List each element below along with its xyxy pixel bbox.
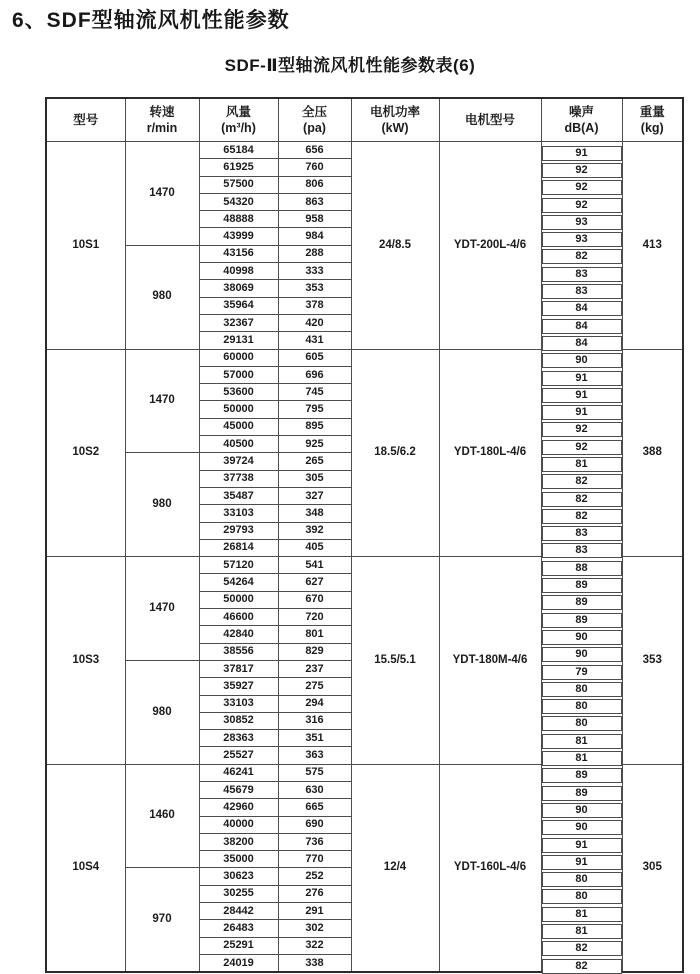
cell-airflow: 25527 (199, 747, 278, 764)
cell-model: 10S3 (46, 557, 125, 765)
header-unit: r/min (146, 121, 178, 135)
cell-pressure: 801 (278, 626, 351, 643)
table-body (46, 142, 683, 973)
cell-weight: 353 (622, 557, 683, 765)
noise-value: 90 (542, 353, 622, 368)
cell-noise (541, 349, 622, 366)
cell-noise (541, 747, 622, 764)
cell-pressure: 958 (278, 211, 351, 228)
col-header-motor-model (439, 98, 541, 142)
cell-airflow: 38556 (199, 643, 278, 660)
cell-noise (541, 418, 622, 435)
table-row (46, 349, 683, 366)
cell-speed: 1470 (125, 142, 199, 246)
noise-value: 93 (542, 232, 622, 247)
cell-noise (541, 730, 622, 747)
cell-pressure: 276 (278, 885, 351, 902)
cell-airflow: 42840 (199, 626, 278, 643)
cell-airflow: 42960 (199, 799, 278, 816)
cell-airflow: 32367 (199, 314, 278, 331)
cell-airflow: 35000 (199, 851, 278, 868)
noise-value: 82 (542, 249, 622, 264)
noise-value: 90 (542, 630, 622, 645)
cell-noise (541, 868, 622, 885)
cell-pressure: 291 (278, 903, 351, 920)
table-row (46, 764, 683, 781)
cell-noise (541, 885, 622, 902)
cell-motor-power: 12/4 (351, 764, 439, 972)
header-label: 转速 (149, 104, 175, 119)
noise-value: 83 (542, 543, 622, 558)
cell-pressure: 745 (278, 384, 351, 401)
header-unit: (kW) (381, 121, 409, 135)
header-label: 重量 (639, 104, 665, 119)
noise-value: 89 (542, 768, 622, 783)
cell-airflow: 57000 (199, 366, 278, 383)
cell-noise (541, 193, 622, 210)
cell-weight: 388 (622, 349, 683, 557)
cell-noise (541, 211, 622, 228)
cell-noise (541, 522, 622, 539)
cell-noise (541, 833, 622, 850)
cell-pressure: 575 (278, 764, 351, 781)
cell-pressure: 984 (278, 228, 351, 245)
cell-speed: 980 (125, 453, 199, 557)
cell-noise (541, 678, 622, 695)
cell-pressure: 294 (278, 695, 351, 712)
noise-value: 89 (542, 578, 622, 593)
cell-airflow: 33103 (199, 505, 278, 522)
noise-value: 91 (542, 855, 622, 870)
cell-airflow: 35487 (199, 487, 278, 504)
cell-airflow: 35927 (199, 678, 278, 695)
cell-noise (541, 937, 622, 954)
noise-value: 83 (542, 267, 622, 282)
col-header-motor-power (351, 98, 439, 142)
cell-airflow: 37817 (199, 660, 278, 677)
cell-airflow: 29793 (199, 522, 278, 539)
cell-motor-model: YDT-180M-4/6 (439, 557, 541, 765)
noise-value: 91 (542, 838, 622, 853)
cell-airflow: 40998 (199, 263, 278, 280)
cell-noise (541, 799, 622, 816)
cell-noise (541, 505, 622, 522)
col-header-pressure (278, 98, 351, 142)
col-header-noise (541, 98, 622, 142)
cell-pressure: 656 (278, 142, 351, 159)
noise-value: 82 (542, 959, 622, 974)
col-header-speed (125, 98, 199, 142)
noise-value: 80 (542, 872, 622, 887)
cell-pressure: 252 (278, 868, 351, 885)
cell-pressure: 405 (278, 539, 351, 556)
cell-pressure: 806 (278, 176, 351, 193)
cell-weight: 305 (622, 764, 683, 972)
noise-value: 84 (542, 336, 622, 351)
noise-value: 91 (542, 146, 622, 161)
noise-value: 81 (542, 751, 622, 766)
cell-speed: 970 (125, 868, 199, 972)
cell-pressure: 736 (278, 833, 351, 850)
cell-motor-model: YDT-160L-4/6 (439, 764, 541, 972)
cell-pressure: 665 (278, 799, 351, 816)
cell-noise (541, 626, 622, 643)
cell-airflow: 30852 (199, 712, 278, 729)
cell-pressure: 338 (278, 954, 351, 972)
cell-airflow: 26483 (199, 920, 278, 937)
cell-noise (541, 539, 622, 556)
cell-airflow: 38069 (199, 280, 278, 297)
cell-motor-power: 18.5/6.2 (351, 349, 439, 557)
cell-airflow: 40000 (199, 816, 278, 833)
cell-speed: 980 (125, 245, 199, 349)
cell-noise (541, 487, 622, 504)
cell-pressure: 630 (278, 781, 351, 798)
cell-speed: 1460 (125, 764, 199, 868)
cell-airflow: 50000 (199, 591, 278, 608)
cell-airflow: 43156 (199, 245, 278, 262)
cell-pressure: 378 (278, 297, 351, 314)
noise-value: 80 (542, 699, 622, 714)
cell-noise (541, 954, 622, 972)
header-label: 噪声 (568, 104, 594, 119)
header-unit: (m³/h) (221, 121, 256, 135)
header-label: 电机型号 (464, 112, 515, 127)
cell-airflow: 46600 (199, 609, 278, 626)
cell-pressure: 322 (278, 937, 351, 954)
cell-pressure: 327 (278, 487, 351, 504)
cell-pressure: 237 (278, 660, 351, 677)
cell-pressure: 795 (278, 401, 351, 418)
cell-noise (541, 280, 622, 297)
noise-value: 82 (542, 941, 622, 956)
cell-noise (541, 695, 622, 712)
cell-airflow: 60000 (199, 349, 278, 366)
cell-noise (541, 816, 622, 833)
noise-value: 92 (542, 163, 622, 178)
cell-airflow: 61925 (199, 159, 278, 176)
cell-airflow: 57120 (199, 557, 278, 574)
table-row (46, 557, 683, 574)
cell-airflow: 35964 (199, 297, 278, 314)
cell-pressure: 351 (278, 730, 351, 747)
noise-value: 82 (542, 492, 622, 507)
cell-noise (541, 384, 622, 401)
cell-noise (541, 314, 622, 331)
cell-pressure: 770 (278, 851, 351, 868)
cell-airflow: 40500 (199, 436, 278, 453)
cell-noise (541, 851, 622, 868)
cell-motor-power: 24/8.5 (351, 142, 439, 350)
cell-noise (541, 142, 622, 159)
cell-airflow: 24019 (199, 954, 278, 972)
cell-noise (541, 903, 622, 920)
cell-noise (541, 436, 622, 453)
noise-value: 83 (542, 526, 622, 541)
page-title: 6、SDF型轴流风机性能参数 (12, 9, 290, 32)
cell-model: 10S1 (46, 142, 125, 350)
noise-value: 81 (542, 734, 622, 749)
cell-noise (541, 176, 622, 193)
cell-noise (541, 643, 622, 660)
noise-value: 89 (542, 595, 622, 610)
cell-motor-model: YDT-180L-4/6 (439, 349, 541, 557)
cell-noise (541, 591, 622, 608)
cell-pressure: 863 (278, 193, 351, 210)
cell-airflow: 39724 (199, 453, 278, 470)
cell-pressure: 353 (278, 280, 351, 297)
noise-value: 92 (542, 180, 622, 195)
cell-noise (541, 453, 622, 470)
noise-value: 83 (542, 284, 622, 299)
header-label: 电机功率 (369, 104, 420, 119)
cell-pressure: 275 (278, 678, 351, 695)
cell-airflow: 37738 (199, 470, 278, 487)
noise-value: 80 (542, 716, 622, 731)
cell-airflow: 30623 (199, 868, 278, 885)
noise-value: 89 (542, 786, 622, 801)
table-row (46, 142, 683, 159)
cell-pressure: 316 (278, 712, 351, 729)
cell-airflow: 43999 (199, 228, 278, 245)
cell-airflow: 28442 (199, 903, 278, 920)
cell-pressure: 265 (278, 453, 351, 470)
noise-value: 90 (542, 647, 622, 662)
cell-airflow: 50000 (199, 401, 278, 418)
cell-pressure: 333 (278, 263, 351, 280)
cell-airflow: 46241 (199, 764, 278, 781)
cell-airflow: 28363 (199, 730, 278, 747)
cell-pressure: 895 (278, 418, 351, 435)
cell-noise (541, 764, 622, 781)
cell-pressure: 392 (278, 522, 351, 539)
noise-value: 82 (542, 509, 622, 524)
cell-pressure: 925 (278, 436, 351, 453)
header-unit: dB(A) (564, 121, 599, 135)
cell-model: 10S2 (46, 349, 125, 557)
cell-noise (541, 159, 622, 176)
cell-noise (541, 366, 622, 383)
noise-value: 91 (542, 371, 622, 386)
noise-value: 88 (542, 561, 622, 576)
noise-value: 81 (542, 907, 622, 922)
cell-noise (541, 401, 622, 418)
cell-speed: 1470 (125, 349, 199, 453)
cell-airflow: 26814 (199, 539, 278, 556)
cell-pressure: 696 (278, 366, 351, 383)
cell-pressure: 670 (278, 591, 351, 608)
cell-noise (541, 660, 622, 677)
cell-noise (541, 574, 622, 591)
col-header-weight (622, 98, 683, 142)
cell-pressure: 760 (278, 159, 351, 176)
noise-value: 93 (542, 215, 622, 230)
col-header-airflow (199, 98, 278, 142)
cell-noise (541, 712, 622, 729)
noise-value: 91 (542, 388, 622, 403)
cell-noise (541, 245, 622, 262)
cell-motor-power: 15.5/5.1 (351, 557, 439, 765)
cell-airflow: 38200 (199, 833, 278, 850)
cell-pressure: 420 (278, 314, 351, 331)
cell-noise (541, 781, 622, 798)
header-label: 全压 (301, 104, 327, 119)
cell-pressure: 348 (278, 505, 351, 522)
cell-pressure: 720 (278, 609, 351, 626)
header-row (46, 98, 683, 142)
cell-noise (541, 557, 622, 574)
cell-model: 10S4 (46, 764, 125, 972)
noise-value: 91 (542, 405, 622, 420)
cell-airflow: 57500 (199, 176, 278, 193)
noise-value: 90 (542, 803, 622, 818)
cell-pressure: 627 (278, 574, 351, 591)
noise-value: 92 (542, 422, 622, 437)
header-unit: (pa) (303, 121, 326, 135)
noise-value: 80 (542, 682, 622, 697)
noise-value: 82 (542, 474, 622, 489)
noise-value: 79 (542, 665, 622, 680)
cell-pressure: 305 (278, 470, 351, 487)
cell-airflow: 30255 (199, 885, 278, 902)
cell-airflow: 45679 (199, 781, 278, 798)
noise-value: 80 (542, 889, 622, 904)
cell-speed: 980 (125, 660, 199, 764)
noise-value: 92 (542, 198, 622, 213)
cell-airflow: 25291 (199, 937, 278, 954)
cell-pressure: 541 (278, 557, 351, 574)
noise-value: 90 (542, 820, 622, 835)
cell-airflow: 48888 (199, 211, 278, 228)
cell-pressure: 690 (278, 816, 351, 833)
cell-noise (541, 228, 622, 245)
cell-pressure: 431 (278, 332, 351, 349)
cell-airflow: 54320 (199, 193, 278, 210)
cell-airflow: 45000 (199, 418, 278, 435)
cell-pressure: 829 (278, 643, 351, 660)
cell-noise (541, 920, 622, 937)
noise-value: 84 (542, 319, 622, 334)
cell-pressure: 605 (278, 349, 351, 366)
cell-motor-model: YDT-200L-4/6 (439, 142, 541, 350)
cell-speed: 1470 (125, 557, 199, 661)
cell-airflow: 53600 (199, 384, 278, 401)
header-label: 型号 (73, 112, 99, 127)
noise-value: 89 (542, 613, 622, 628)
cell-noise (541, 263, 622, 280)
cell-noise (541, 470, 622, 487)
noise-value: 92 (542, 440, 622, 455)
cell-pressure: 363 (278, 747, 351, 764)
performance-table (45, 97, 684, 973)
cell-airflow: 33103 (199, 695, 278, 712)
cell-weight: 413 (622, 142, 683, 350)
noise-value: 81 (542, 457, 622, 472)
table-title: SDF-Ⅱ型轴流风机性能参数表(6) (224, 56, 476, 75)
cell-noise (541, 609, 622, 626)
cell-airflow: 54264 (199, 574, 278, 591)
noise-value: 84 (542, 301, 622, 316)
header-unit: (kg) (640, 121, 664, 135)
col-header-model (46, 98, 125, 142)
cell-airflow: 65184 (199, 142, 278, 159)
noise-value: 81 (542, 924, 622, 939)
cell-noise (541, 297, 622, 314)
cell-noise (541, 332, 622, 349)
cell-airflow: 29131 (199, 332, 278, 349)
cell-pressure: 302 (278, 920, 351, 937)
cell-pressure: 288 (278, 245, 351, 262)
header-label: 风量 (225, 104, 251, 119)
